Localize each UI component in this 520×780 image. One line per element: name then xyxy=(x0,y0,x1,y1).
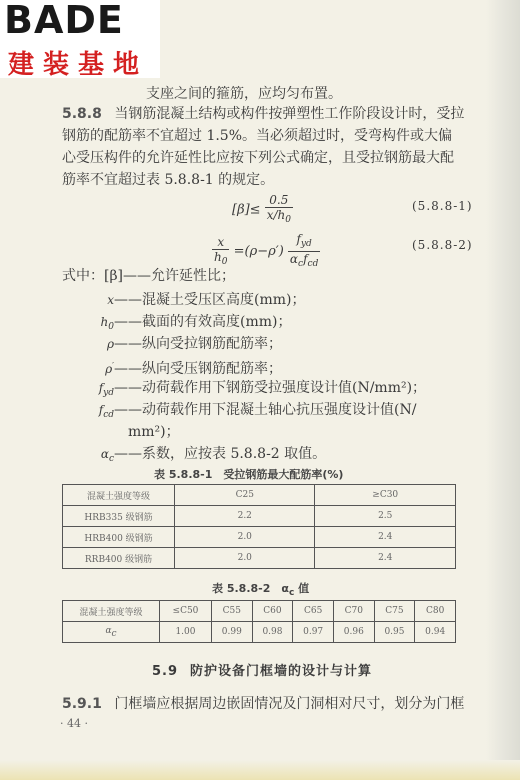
definition-rho: ρ——纵向受拉钢筋配筋率； xyxy=(106,336,282,352)
table-cell: 0.95 xyxy=(374,622,415,643)
table-cell: HRB335 级钢筋 xyxy=(63,506,175,527)
eq1-numerator: 0.5 xyxy=(265,193,293,208)
bottom-shadow xyxy=(0,760,520,780)
table-cell: 0.97 xyxy=(293,622,334,643)
eq2-middle: =(ρ−ρ′) xyxy=(233,244,284,259)
equation-number-1: (5.8.8-1) xyxy=(412,199,473,213)
table-cell: 1.00 xyxy=(160,622,212,643)
para-5-8-8-line-1 xyxy=(62,104,464,124)
para-5-9-1 xyxy=(62,694,464,714)
table-cell: HRB400 级钢筋 xyxy=(63,527,175,548)
para-5-8-8-line-2: 钢筋的配筋率不宜超过 1.5%。当必须超过时，受弯构件或大偏 xyxy=(62,128,453,144)
table-row xyxy=(63,506,456,527)
table-header-cell: C25 xyxy=(175,485,315,506)
para-5-8-8-line-3: 心受压构件的允许延性比应按下列公式确定，且受拉钢筋最大配 xyxy=(62,150,454,166)
table-header-cell: C60 xyxy=(252,601,293,622)
watermark-logo xyxy=(0,0,160,78)
table-row xyxy=(63,548,456,569)
table-cell: 2.4 xyxy=(315,527,456,548)
logo-subtitle: 建装基地 xyxy=(8,50,149,80)
table-cell: 2.2 xyxy=(175,506,315,527)
table-cell: 2.5 xyxy=(315,506,456,527)
table-header-cell: C65 xyxy=(293,601,334,622)
table-header-cell: 混凝土强度等级 xyxy=(63,601,160,622)
table-cell: 0.94 xyxy=(415,622,456,643)
table-header-cell: C70 xyxy=(333,601,374,622)
eq1-denominator: $x/h_0$ xyxy=(266,208,291,225)
definitions-intro: 式中：[β]——允许延性比； xyxy=(62,268,236,284)
clause-number: 5.8.8 xyxy=(62,106,102,122)
table-header-cell: ≤C50 xyxy=(160,601,212,622)
table-2-caption: 表 5.8.8-2 $\alpha_c$ 值 xyxy=(212,582,310,598)
definition-h0: $h_0——$截面的有效高度(mm)； xyxy=(100,314,292,332)
equation-5-8-8-1 xyxy=(232,193,293,227)
definition-fcd-cont: mm²)； xyxy=(128,424,180,440)
table-header-cell: C75 xyxy=(374,601,415,622)
table-row xyxy=(63,622,456,643)
equation-number-2: (5.8.8-2) xyxy=(412,238,473,252)
table-cell: 2.0 xyxy=(175,527,315,548)
prev-paragraph-line: 支座之间的箍筋，应均匀布置。 xyxy=(146,86,342,102)
definition-rho-prime: ρ′——纵向受压钢筋配筋率； xyxy=(105,361,282,377)
para-text: 门框墙应根据周边嵌固情况及门洞相对尺寸，划分为门框 xyxy=(114,696,465,712)
table-header-cell: 混凝土强度等级 xyxy=(63,485,175,506)
table-header-row xyxy=(63,485,456,506)
table-cell: 0.98 xyxy=(252,622,293,643)
page-number: · 44 · xyxy=(60,717,88,730)
eq1-lhs: [β]≤ xyxy=(232,202,261,218)
table-row xyxy=(63,527,456,548)
page-edge-shadow xyxy=(486,0,520,780)
para-text: 当钢筋混凝土结构或构件按弹塑性工作阶段设计时，受拉 xyxy=(114,106,465,122)
table-row-label: αc xyxy=(63,622,160,643)
table-cell: 0.96 xyxy=(333,622,374,643)
table-header-cell: ≥C30 xyxy=(315,485,456,506)
table-cell: RRB400 级钢筋 xyxy=(63,548,175,569)
definition-fcd: $f_{cd}——$动荷载作用下混凝土轴心抗压强度设计值(N/ xyxy=(98,402,417,420)
table-cell: 0.99 xyxy=(211,622,252,643)
definition-alpha-c: $\alpha_c——$系数，应按表 5.8.8-2 取值。 xyxy=(100,446,327,464)
table-header-row xyxy=(63,601,456,622)
section-title-5-9: 5.9 防护设备门框墙的设计与计算 xyxy=(152,664,373,679)
definition-x: x——混凝土受压区高度(mm)； xyxy=(107,292,306,308)
para-5-8-8-line-4: 筋率不宜超过表 5.8.8-1 的规定。 xyxy=(62,172,275,188)
eq1-fraction xyxy=(265,193,293,227)
table-cell: 2.0 xyxy=(175,548,315,569)
table-header-cell: C80 xyxy=(415,601,456,622)
clause-number: 5.9.1 xyxy=(62,696,102,712)
table-cell: 2.4 xyxy=(315,548,456,569)
logo-mark: BADE xyxy=(4,0,124,42)
table-max-reinforcement-ratio xyxy=(62,484,456,569)
table-header-cell: C55 xyxy=(211,601,252,622)
eq2-lhs-fraction: $\frac{x}{h_0}$ xyxy=(214,234,228,267)
definition-fyd: $f_{yd}——$动荷载作用下钢筋受拉强度设计值(N/mm²)； xyxy=(98,380,427,398)
eq2-rhs-fraction: $\frac{f_{yd}}{\alpha_cf_{cd}}$ xyxy=(289,232,319,269)
table-1-caption: 表 5.8.8-1 受拉钢筋最大配筋率(%) xyxy=(154,468,344,481)
table-alpha-c-values xyxy=(62,600,456,643)
